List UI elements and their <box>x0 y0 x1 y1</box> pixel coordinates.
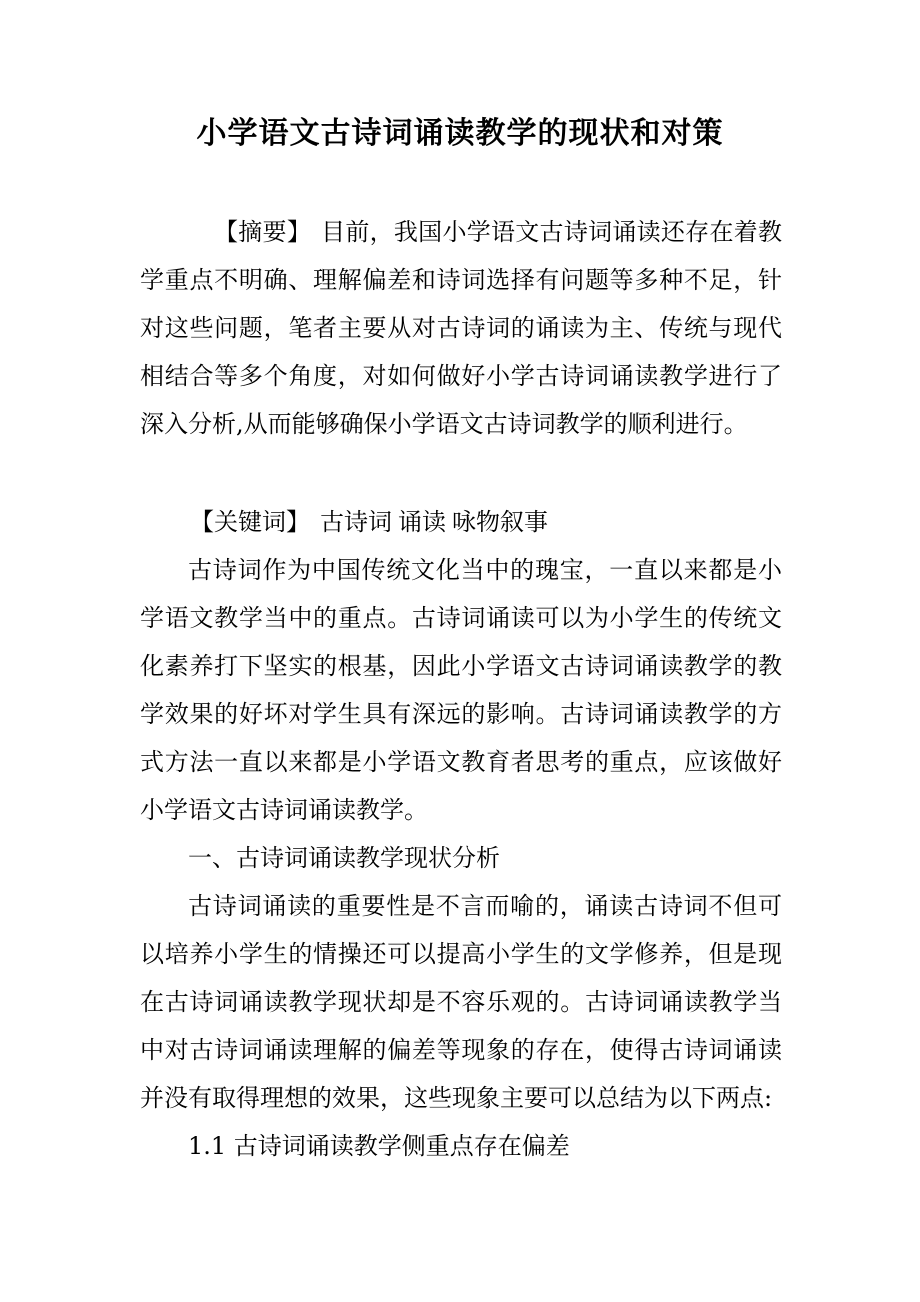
body-paragraph: 古诗词作为中国传统文化当中的瑰宝，一直以来都是小学语文教学当中的重点。古诗词诵读可以为小学生的传统文化素养打下坚实的根基，因此小学语文古诗词诵读教学的教学效果的好坏对学生具有深远的影响。古诗词诵读教学的方式方法一直以来都是小学语文教育者思考的重点，应该做好小学语文古诗词诵读教学。 <box>140 556 782 824</box>
subsection-heading: 1.1 古诗词诵读教学侧重点存在偏差 <box>188 1132 570 1160</box>
document-title: 小学语文古诗词诵读教学的现状和对策 <box>196 116 724 151</box>
keywords-label: 【关键词】 <box>190 508 310 536</box>
abstract-text: 目前，我国小学语文古诗词诵读还存在着教学重点不明确、理解偏差和诗词选择有问题等多种不足，针对这些问题，笔者主要从对古诗词的诵读为主、传统与现代相结合等多个角度，对如何做好小学古诗词诵读教学进行了深入分析,从而能够确保小学语文古诗词教学的顺利进行。 <box>140 218 783 438</box>
keyword-item: 诵读 <box>398 508 446 536</box>
abstract-label: 【摘要】 <box>214 218 312 246</box>
section-heading: 一、古诗词诵读教学现状分析 <box>188 844 500 872</box>
keyword-item: 咏物叙事 <box>452 508 548 536</box>
body-paragraph: 古诗词诵读的重要性是不言而喻的，诵读古诗词不但可以培养小学生的情操还可以提高小学生的文学修养，但是现在古诗词诵读教学现状却是不容乐观的。古诗词诵读教学当中对古诗词诵读理解的偏差等现象的存在，使得古诗词诵读并没有取得理想的效果，这些现象主要可以总结为以下两点: <box>140 892 782 1112</box>
keywords-line <box>140 498 782 546</box>
keyword-item: 古诗词 <box>320 508 392 536</box>
abstract-paragraph <box>140 208 782 448</box>
